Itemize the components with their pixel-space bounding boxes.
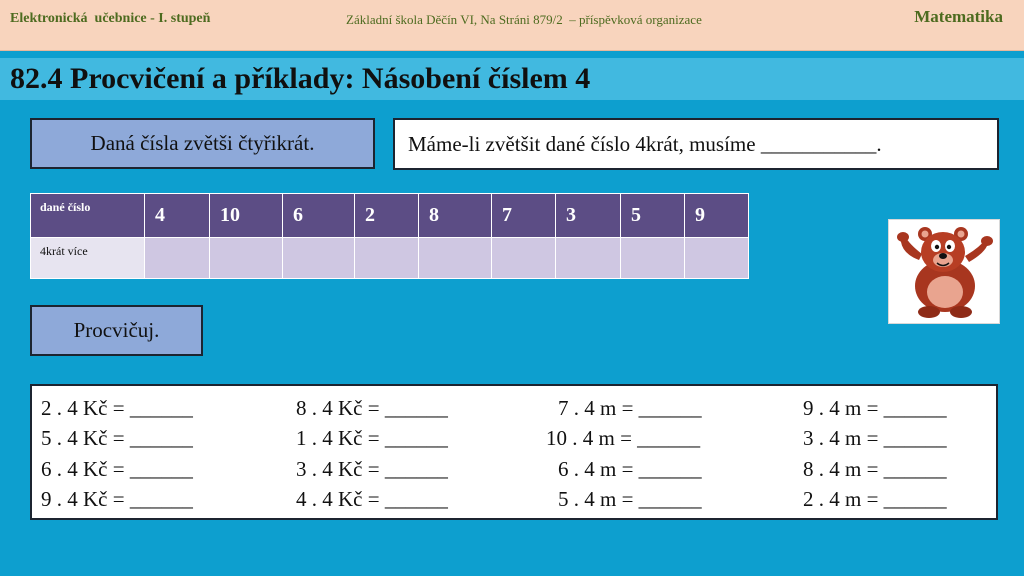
exercise-item[interactable]: 4 . 4 Kč = ______ — [296, 487, 448, 511]
number-cell: 2 — [355, 194, 419, 238]
rule-statement-box — [393, 118, 999, 170]
header-subject: Matematika — [914, 7, 1003, 26]
practice-instruction-box — [30, 305, 203, 356]
answer-cell[interactable] — [419, 238, 492, 279]
row-label-answers: 4krát více — [31, 238, 145, 279]
table-row-given-numbers — [31, 194, 749, 238]
answer-cell[interactable] — [283, 238, 355, 279]
answer-cell[interactable] — [210, 238, 283, 279]
task-instruction-text: Daná čísla zvětši čtyřikrát. — [90, 131, 315, 155]
row-label-given: dané číslo — [31, 194, 145, 238]
number-cell: 6 — [283, 194, 355, 238]
header-school-name: Základní škola Děčín VI, Na Stráni 879/2 – příspěvková organizace — [346, 12, 702, 27]
number-cell: 8 — [419, 194, 492, 238]
rule-statement-text: Máme-li zvětšit dané číslo 4krát, musíme ___________. — [408, 131, 882, 156]
exercise-item[interactable]: 10 . 4 m = ______ — [546, 426, 701, 450]
answer-cell[interactable] — [556, 238, 621, 279]
answer-cell[interactable] — [685, 238, 749, 279]
practice-instruction-text: Procvičuj. — [73, 318, 160, 342]
exercise-item[interactable]: 3 . 4 m = ______ — [803, 426, 947, 450]
number-cell: 9 — [685, 194, 749, 238]
answer-cell[interactable] — [492, 238, 556, 279]
task-instruction-box — [30, 118, 375, 169]
answer-cell[interactable] — [145, 238, 210, 279]
exercise-item[interactable]: 2 . 4 m = ______ — [803, 487, 947, 511]
number-cell: 5 — [621, 194, 685, 238]
multiplication-table — [30, 193, 749, 279]
exercise-item[interactable]: 9 . 4 Kč = ______ — [41, 487, 193, 511]
number-cell: 4 — [145, 194, 210, 238]
exercise-item[interactable]: 2 . 4 Kč = ______ — [41, 396, 193, 420]
header-textbook-label: Elektronická učebnice - I. stupeň — [10, 11, 211, 26]
number-cell: 10 — [210, 194, 283, 238]
exercise-item[interactable]: 1 . 4 Kč = ______ — [296, 426, 448, 450]
header-bar — [0, 0, 1024, 51]
exercise-item[interactable]: 5 . 4 Kč = ______ — [41, 426, 193, 450]
exercise-item[interactable]: 3 . 4 Kč = ______ — [296, 457, 448, 481]
exercise-item[interactable]: 8 . 4 Kč = ______ — [296, 396, 448, 420]
answer-cell[interactable] — [621, 238, 685, 279]
page-title: 82.4 Procvičení a příklady: Násobení číslem 4 — [10, 62, 591, 95]
exercise-item[interactable]: 5 . 4 m = ______ — [558, 487, 702, 511]
exercise-item[interactable]: 8 . 4 m = ______ — [803, 457, 947, 481]
exercise-item[interactable]: 6 . 4 Kč = ______ — [41, 457, 193, 481]
exercise-item[interactable]: 7 . 4 m = ______ — [558, 396, 702, 420]
number-cell: 7 — [492, 194, 556, 238]
exercise-item[interactable]: 6 . 4 m = ______ — [558, 457, 702, 481]
table-row-answers — [31, 238, 749, 279]
exercise-item[interactable]: 9 . 4 m = ______ — [803, 396, 947, 420]
bear-icon — [889, 220, 999, 323]
number-cell: 3 — [556, 194, 621, 238]
answer-cell[interactable] — [355, 238, 419, 279]
bear-image-frame — [888, 219, 1000, 324]
exercise-box — [30, 384, 998, 520]
